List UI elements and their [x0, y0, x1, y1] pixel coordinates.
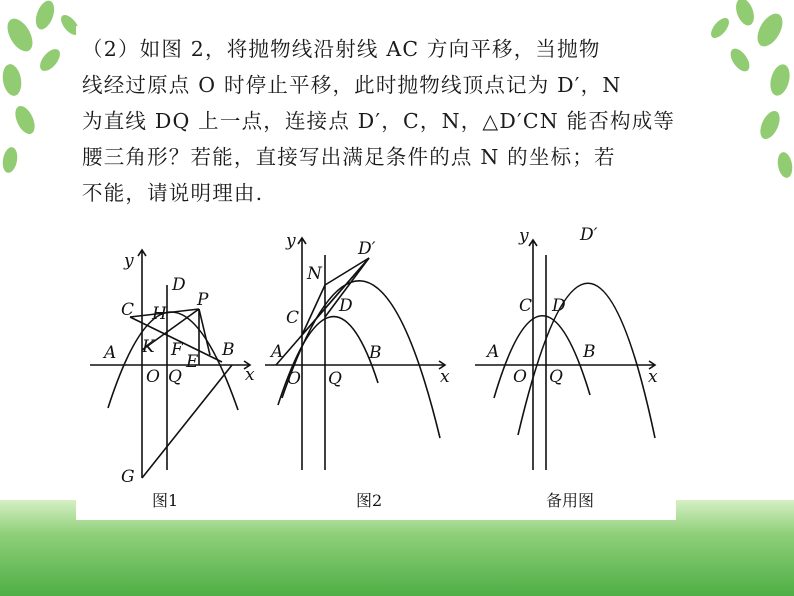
fig2-caption: 图2 — [356, 491, 383, 510]
fig1-label-x: x — [245, 365, 255, 385]
problem-line-2: 线经过原点 O 时停止平移，此时抛物线顶点记为 D′，N — [82, 73, 622, 97]
fig3-label-C: C — [519, 296, 533, 316]
fig3-parabola-original — [494, 316, 590, 398]
fig1-label-y: y — [124, 251, 134, 271]
fig2-label-D: D — [339, 296, 353, 316]
fig1-label-B: B — [222, 340, 235, 360]
problem-line-4: 腰三角形？若能，直接写出满足条件的点 N 的坐标；若 — [82, 145, 616, 169]
figure-2 — [265, 238, 445, 470]
fig3-label-D: D — [552, 296, 566, 316]
fig1-label-P: P — [197, 290, 209, 310]
fig1-label-D: D — [172, 275, 186, 295]
fig3-label-B: B — [583, 342, 596, 362]
fig3-label-Dp: D′ — [580, 225, 598, 245]
fig2-label-x: x — [440, 367, 450, 387]
fig2-parabola-shifted — [282, 281, 440, 438]
fig2-parabola-original — [278, 317, 378, 405]
figure-1 — [90, 250, 250, 478]
fig3-label-O: O — [513, 367, 527, 387]
figure-3 — [475, 240, 655, 470]
problem-line-3: 为直线 DQ 上一点，连接点 D′，C，N，△D′CN 能否构成等 — [82, 109, 676, 133]
fig1-label-E: E — [186, 352, 199, 372]
figure-2-labels — [269, 231, 450, 510]
fig1-label-O: O — [146, 367, 160, 387]
fig2-label-y: y — [286, 231, 296, 251]
fig2-label-N: N — [307, 264, 322, 284]
fig1-label-C: C — [121, 300, 135, 320]
fig1-label-K: K — [142, 337, 155, 357]
fig2-label-O: O — [287, 369, 301, 389]
fig2-label-A: A — [271, 342, 284, 362]
fig1-label-F: F — [171, 340, 183, 360]
problem-line-5: 不能，请说明理由. — [82, 181, 264, 205]
figure-panel — [76, 220, 676, 520]
fig1-label-Q: Q — [168, 367, 182, 387]
fig1-label-A: A — [104, 343, 117, 363]
leaf-decoration-left — [0, 0, 82, 174]
fig2-label-B: B — [369, 343, 382, 363]
fig2-label-Dp: D′ — [358, 239, 376, 259]
leaf-decoration-right — [708, 0, 794, 179]
figure-3-labels — [485, 225, 658, 510]
figure-1-labels — [102, 251, 255, 510]
fig3-label-x: x — [648, 367, 658, 387]
fig3-label-y: y — [519, 226, 529, 246]
fig2-label-Q: Q — [328, 369, 342, 389]
problem-line-1: （2）如图 2，将抛物线沿射线 AC 方向平移，当抛物 — [82, 37, 601, 61]
fig3-label-A: A — [487, 342, 500, 362]
fig3-label-Q: Q — [549, 367, 563, 387]
fig2-label-C: C — [286, 308, 300, 328]
fig1-label-G: G — [121, 467, 135, 487]
fig1-caption: 图1 — [152, 491, 179, 510]
fig1-label-H: H — [152, 304, 167, 324]
fig3-caption: 备用图 — [546, 491, 595, 510]
